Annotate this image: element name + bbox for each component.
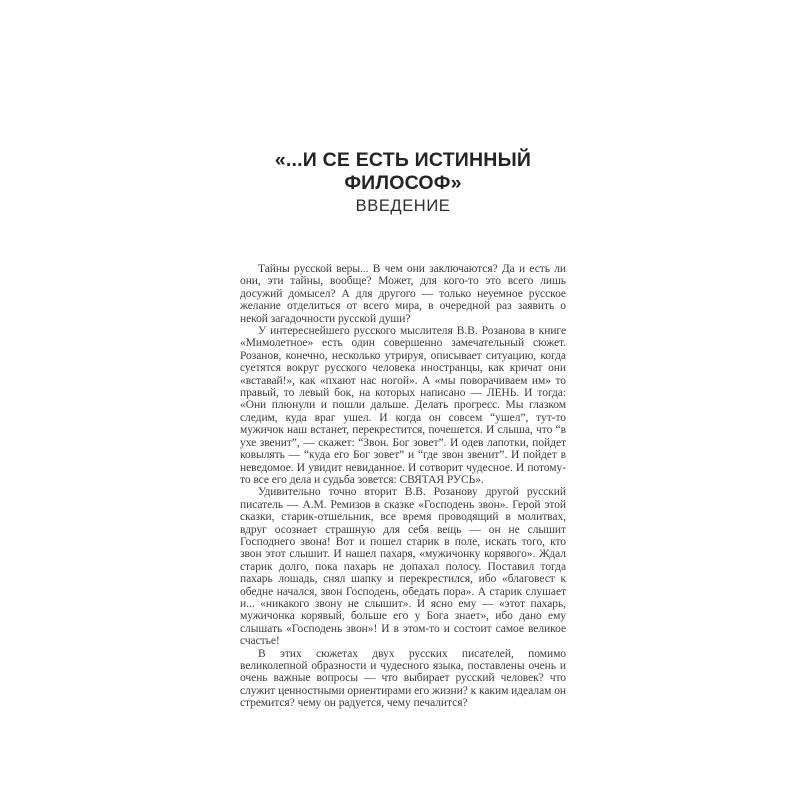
body-text: [240, 263, 566, 710]
paragraph: Тайны русской веры... В чем они заключаются? Да и есть ли они, эти тайны, вообще? Может, для кого-то это всего лишь досужий домысел? А для другого — только неуемное русское желание отделиться от всего мира, в очередной раз заявить о некой загадочности русской души?: [240, 263, 566, 325]
text-column: [240, 149, 566, 710]
page-subtitle: ВВЕДЕНИЕ: [355, 197, 451, 215]
paragraph: У интереснейшего русского мыслителя В.В. Розанова в книге «Мимолетное» есть один совершенно замечательный сюжет. Розанов, конечно, несколько утрируя, описывает ситуацию, когда суетятся вокруг русского человека иностранцы, как кричат они «вставай!», как «пхают нас ногой». А «мы поворачиваем им» то правый, то левый бок, на которых написано — ЛЕНЬ. И тогда: «Они плюнули и пошли дальше. Делать прогресс. Мы глазком следим, куда враг ушел. И когда он совсем “ушел”, тут-то мужичок наш встанет, перекрестится, почешется. И слыша, что “в ухе звенит”, — скажет: “Звон. Бог зовет”. И одев лапотки, пойдет ковылять — “куда его Бог зовет” и “где звон звенит”. И пойдет в неведомое. И увидит невиданное. И сотворит чудесное. И потому-то все его дела и судьба зовется: СВЯТАЯ РУСЬ».: [240, 325, 566, 486]
paragraph: В этих сюжетах двух русских писателей, помимо великолепной образности и чудесного языка, поставлены очень и очень важные вопросы — что выбирает русский человек? что служит ценностными ориентирами его жизни? к каким идеалам он стремится? чему он радуется, чему печалится?: [240, 647, 566, 710]
page-title: «...И СЕ ЕСТЬ ИСТИННЫЙ ФИЛОСОФ»: [274, 149, 532, 194]
paragraph: Удивительно точно вторит В.В. Розанову другой русский писатель — А.М. Ремизов в сказке «Господень звон». Герой этой сказки, старик-отшельник, все время проводящий в молитвах, вдруг осознает страшную для себя вещь — он не слышит Господнего звона! Вот и пошел старик в поле, искать того, кто звон этот слышит. И нашел пахаря, «мужичонку корявого». Ждал старик долго, пока пахарь не допахал полосу. Поставил тогда пахарь лошадь, снял шапку и перекрестился, ибо «благовест к обедне начался, звон Господень, обедать пора». А старик слушает и... «никакого звону не слышит». И ясно ему — «этот пахарь, мужичонка корявый, больше его у Бога знает», ибо дано ему слышать «Господень звон»! И в этом-то и состоит самое великое счастье!: [240, 486, 566, 648]
